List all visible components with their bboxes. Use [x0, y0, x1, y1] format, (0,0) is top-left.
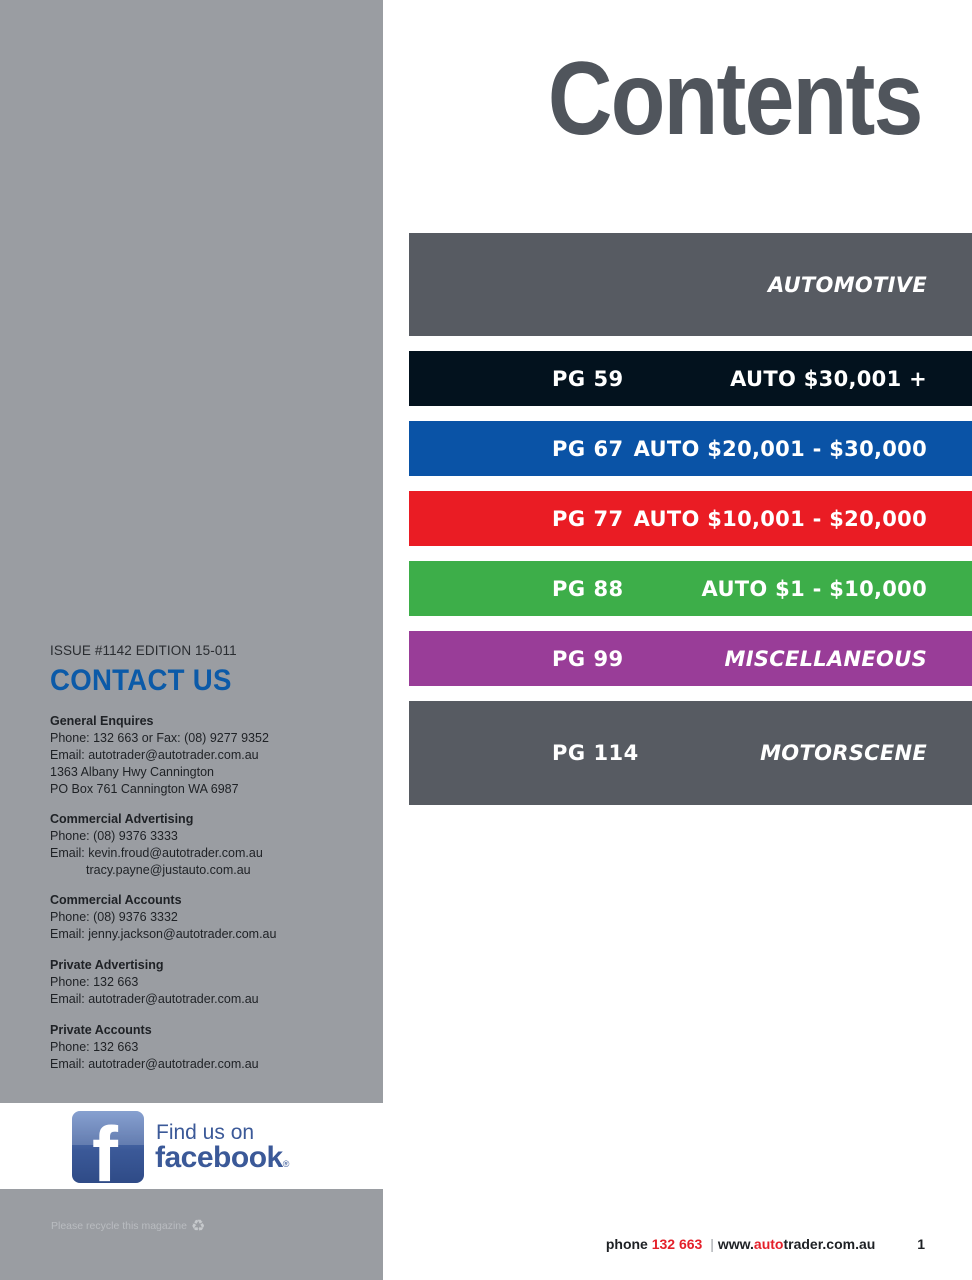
contact-phone: Phone: 132 663 — [50, 1040, 139, 1054]
footer-phone-number: 132 663 — [651, 1236, 703, 1252]
section-page-number: PG 88 — [552, 576, 624, 601]
contact-email: Email: autotrader@autotrader.com.au — [50, 1057, 259, 1071]
section-label: AUTO $10,001 - $20,000 — [633, 506, 927, 531]
facebook-wordmark — [155, 1141, 289, 1175]
footer-separator: | — [710, 1236, 714, 1252]
section-label: MOTORSCENE — [760, 741, 927, 765]
contact-phone: Phone: 132 663 or Fax: (08) 9277 9352 — [50, 731, 269, 745]
contact-heading: Private Accounts — [50, 1023, 152, 1037]
contact-general-enquires — [50, 713, 269, 798]
contact-email: Email: autotrader@autotrader.com.au — [50, 748, 259, 762]
contact-commercial-advertising — [50, 811, 263, 879]
contact-heading: Private Advertising — [50, 958, 164, 972]
section-auto-1-10000[interactable] — [409, 561, 972, 616]
contact-private-advertising — [50, 957, 259, 1008]
section-page-number: PG 67 — [552, 436, 624, 461]
section-motorscene[interactable] — [409, 701, 972, 805]
section-page-number: PG 77 — [552, 506, 624, 531]
section-miscellaneous[interactable] — [409, 631, 972, 686]
section-page-number: PG 99 — [552, 646, 624, 671]
footer-url-prefix: www. — [717, 1236, 754, 1252]
facebook-word: facebook — [155, 1141, 283, 1174]
section-auto-30001-plus[interactable] — [409, 351, 972, 406]
facebook-find-text: Find us on — [156, 1121, 255, 1144]
contact-email: Email: kevin.froud@autotrader.com.au — [50, 846, 263, 860]
section-page-number: PG 59 — [552, 366, 624, 391]
section-label: AUTO $20,001 - $30,000 — [633, 436, 927, 461]
footer-url-suffix: trader.com.au — [783, 1236, 876, 1252]
recycle-text: Please recycle this magazine — [51, 1220, 187, 1232]
contact-phone: Phone: (08) 9376 3332 — [50, 910, 178, 924]
issue-edition: ISSUE #1142 EDITION 15-011 — [50, 643, 237, 658]
footer-url-brand: auto — [753, 1236, 784, 1252]
footer-phone-label: phone — [605, 1236, 648, 1252]
section-label: AUTO $1 - $10,000 — [701, 576, 927, 601]
facebook-banner[interactable] — [0, 1103, 383, 1189]
contact-heading: Commercial Accounts — [50, 893, 182, 907]
registered-mark: ® — [282, 1159, 289, 1169]
contact-heading: General Enquires — [50, 714, 154, 728]
contact-commercial-accounts — [50, 892, 276, 943]
contact-us-heading: CONTACT US — [50, 664, 232, 697]
contact-email: Email: autotrader@autotrader.com.au — [50, 992, 259, 1006]
section-auto-20001-30000[interactable] — [409, 421, 972, 476]
recycle-note — [51, 1216, 205, 1236]
section-label: AUTO $30,001 + — [730, 366, 927, 391]
footer-page-number: 1 — [917, 1236, 925, 1252]
recycle-icon: ♻ — [190, 1218, 206, 1235]
contact-phone: Phone: 132 663 — [50, 975, 139, 989]
contact-private-accounts — [50, 1022, 259, 1073]
section-page-number: PG 114 — [552, 741, 639, 765]
sidebar-panel — [0, 0, 383, 1280]
contact-heading: Commercial Advertising — [50, 812, 194, 826]
facebook-f-letter: f — [92, 1111, 118, 1183]
contact-po-box: PO Box 761 Cannington WA 6987 — [50, 782, 239, 796]
page-footer — [606, 1236, 925, 1252]
section-automotive — [409, 233, 972, 336]
contact-address: 1363 Albany Hwy Cannington — [50, 765, 215, 779]
section-auto-10001-20000[interactable] — [409, 491, 972, 546]
facebook-logo-icon — [72, 1111, 144, 1183]
section-label: MISCELLANEOUS — [724, 646, 927, 671]
contact-phone: Phone: (08) 9376 3333 — [50, 829, 178, 843]
section-label: AUTOMOTIVE — [767, 272, 927, 297]
contact-email-secondary: tracy.payne@justauto.com.au — [86, 863, 251, 877]
page-title: Contents — [548, 41, 922, 157]
contact-email: Email: jenny.jackson@autotrader.com.au — [50, 927, 277, 941]
